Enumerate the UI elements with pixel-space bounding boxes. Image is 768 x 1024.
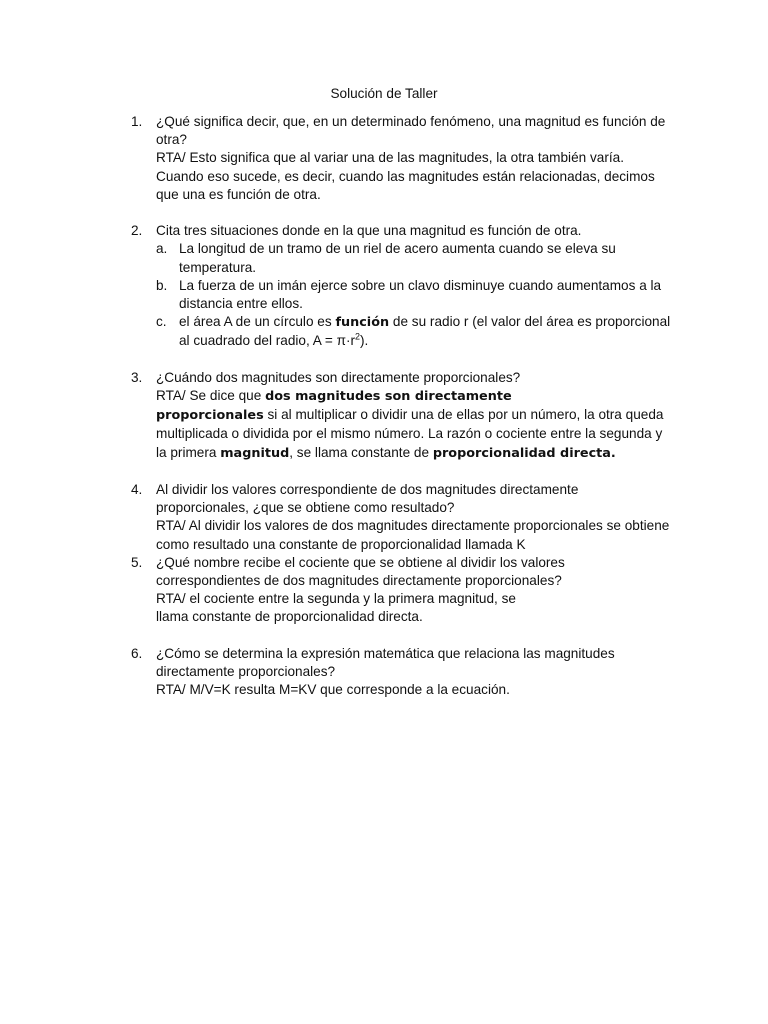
question-text: ¿Qué nombre recibe el cociente que se obtiene al dividir los valores correspondientes de dos magnitudes directamente proporcionales? xyxy=(156,554,565,589)
page-title: Solución de Taller xyxy=(330,86,438,101)
bold-term: proporcionalidad directa. xyxy=(432,445,616,461)
answer-text xyxy=(156,387,671,463)
sub-item-text-part: ). xyxy=(360,333,369,349)
question-3 xyxy=(131,369,671,463)
question-5 xyxy=(131,554,671,627)
bold-term: proporcionales xyxy=(156,408,264,424)
sub-item-letter: a. xyxy=(156,241,168,257)
sub-item-a xyxy=(131,240,671,276)
question-text: Cita tres situaciones donde en la que una magnitud es función de otra. xyxy=(156,223,582,239)
answer-text xyxy=(156,590,671,626)
question-text: ¿Cuándo dos magnitudes son directamente proporcionales? xyxy=(156,369,521,385)
item-number: 2. xyxy=(131,223,143,239)
item-number: 6. xyxy=(131,645,143,661)
bold-term: magnitud xyxy=(220,445,290,461)
answer-text-part: , se llama constante de xyxy=(289,444,430,460)
document-body xyxy=(131,113,671,699)
sub-item-text: La longitud de un tramo de un riel de acero aumenta cuando se eleva su temperatura. xyxy=(179,241,616,275)
bold-term: dos magnitudes son directamente xyxy=(265,389,512,405)
sub-item-c xyxy=(131,313,671,350)
item-number: 3. xyxy=(131,369,143,385)
sub-item-letter: b. xyxy=(156,277,168,293)
item-number: 5. xyxy=(131,554,143,570)
sub-item-text xyxy=(179,313,671,350)
sub-item-text-part: de su radio r (el valor del área es proporcional al cuadrado del radio, A = π·r xyxy=(179,314,671,349)
sub-item-text-part: el área A de un círculo es xyxy=(179,314,332,330)
answer-text-part: si al multiplicar o dividir una de ellas por un número, la otra queda multiplicada o dividida por el mismo número. La razón o cociente entre la segunda y la primera xyxy=(156,407,664,460)
question-1 xyxy=(131,113,671,204)
sub-item-b xyxy=(131,277,671,313)
answer-text-part: RTA/ Se dice que xyxy=(156,388,262,404)
question-text: ¿Qué significa decir, que, en un determinado fenómeno, una magnitud es función de otra? xyxy=(156,114,666,148)
answer-text-part: llama constante de proporcionalidad directa. xyxy=(156,609,423,625)
sub-item-text: La fuerza de un imán ejerce sobre un clavo disminuye cuando aumentamos a la distancia entre ellos. xyxy=(179,277,662,312)
answer-text: RTA/ Al dividir los valores de dos magnitudes directamente proporcionales se obtiene como resultado una constante de proporcionalidad llamada K xyxy=(156,518,670,552)
superscript: 2 xyxy=(355,331,361,342)
question-2 xyxy=(131,222,671,240)
answer-text: RTA/ M/V=K resulta M=KV que corresponde a la ecuación. xyxy=(156,682,510,698)
answer-text-part: RTA/ el cociente entre la segunda y la primera magnitud, se xyxy=(156,591,516,607)
item-number: 4. xyxy=(131,482,143,498)
bold-term: función xyxy=(335,315,390,331)
item-number: 1. xyxy=(131,114,143,129)
question-6 xyxy=(131,645,671,700)
sub-item-letter: c. xyxy=(156,314,167,330)
question-4 xyxy=(131,481,671,554)
question-text: Al dividir los valores correspondiente de dos magnitudes directamente proporcionales, ¿que se obtiene como resultado? xyxy=(156,482,579,516)
answer-text: RTA/ Esto significa que al variar una de las magnitudes, la otra también varía. Cuando eso sucede, es decir, cuando las magnitudes están relacionadas, decimos que una es función de otra. xyxy=(156,150,655,202)
question-text: ¿Cómo se determina la expresión matemática que relaciona las magnitudes directamente proporcionales? xyxy=(156,645,615,680)
